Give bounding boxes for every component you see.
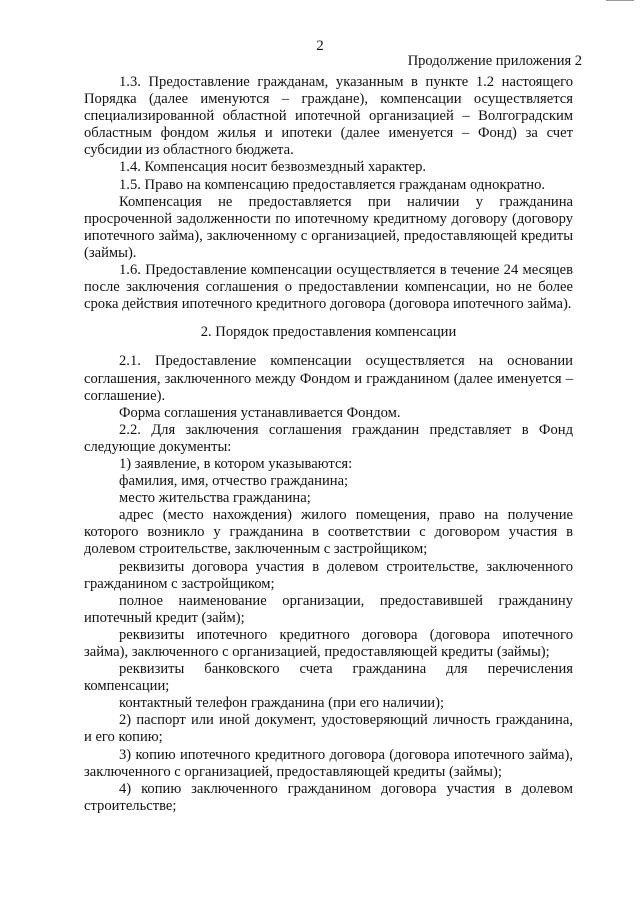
list-item-1-address: адрес (место нахождения) жилого помещения, право на получение которого возникло у гражданина в соответствии с договором участия в долевом строительстве, заключенным с застройщиком; bbox=[84, 507, 573, 558]
paragraph-2-1-form: Форма соглашения устанавливается Фондом. bbox=[119, 404, 401, 421]
paragraph-1-4: 1.4. Компенсация носит безвозмездный характер. bbox=[119, 159, 427, 176]
paragraph-1-3: 1.3. Предоставление гражданам, указанным в пункте 1.2 настоящего Порядка (далее именуются – граждане), компенсации осуществляется специализированной областной ипотечной организацией – Волгоградским областным фондом жилья и ипотеки (далее именуется – Фонд) за счет субсидии из областного бюджета. bbox=[84, 74, 573, 159]
list-item-1-bank-account: реквизиты банковского счета гражданина для перечисления компенсации; bbox=[84, 661, 573, 695]
list-item-4: 4) копию заключенного гражданином договора участия в долевом строительстве; bbox=[84, 780, 573, 814]
paragraph-1-6: 1.6. Предоставление компенсации осуществляется в течение 24 месяцев после заключения соглашения о предоставлении компенсации, но не более срока действия ипотечного кредитного договора (договора ипотечного займа). bbox=[84, 262, 573, 313]
list-item-1: 1) заявление, в котором указываются: bbox=[119, 455, 353, 472]
annex-continuation-label: Продолжение приложения 2 bbox=[407, 53, 582, 69]
list-item-1-contract-details: реквизиты договора участия в долевом строительстве, заключенного гражданином с застройщиком; bbox=[84, 558, 573, 592]
list-item-1-phone: контактный телефон гражданина (при его наличии); bbox=[119, 695, 444, 712]
list-item-1-name: фамилия, имя, отчество гражданина; bbox=[119, 473, 349, 490]
list-item-1-organization: полное наименование организации, предоставившей гражданину ипотечный кредит (займ); bbox=[84, 592, 573, 626]
scan-edge-mark bbox=[606, 0, 634, 1]
document-body bbox=[84, 74, 573, 815]
paragraph-2-1: 2.1. Предоставление компенсации осуществляется на основании соглашения, заключенного между Фондом и гражданином (далее именуется – соглашение). bbox=[84, 353, 573, 404]
section-2-heading: 2. Порядок предоставления компенсации bbox=[200, 324, 457, 341]
paragraph-1-5: 1.5. Право на компенсацию предоставляется гражданам однократно. bbox=[119, 176, 546, 193]
list-item-3: 3) копию ипотечного кредитного договора (договора ипотечного займа), заключенного с организацией, предоставляющей кредиты (займы); bbox=[84, 746, 573, 780]
paragraph-1-5-continued: Компенсация не предоставляется при наличии у гражданина просроченной задолженности по ипотечному кредитному договору (договору ипотечного займа), заключенному с организацией, предоставляющей кредиты (займы). bbox=[84, 193, 573, 261]
list-item-1-mortgage-details: реквизиты ипотечного кредитного договора (договора ипотечного займа), заключенного с организацией, предоставляющей кредиты (займы); bbox=[84, 626, 573, 660]
paragraph-2-2: 2.2. Для заключения соглашения гражданин представляет в Фонд следующие документы: bbox=[84, 421, 573, 455]
list-item-1-residence: место жительства гражданина; bbox=[119, 490, 311, 507]
page-number: 2 bbox=[316, 38, 324, 54]
list-item-2: 2) паспорт или иной документ, удостоверяющий личность гражданина, и его копию; bbox=[84, 712, 573, 746]
